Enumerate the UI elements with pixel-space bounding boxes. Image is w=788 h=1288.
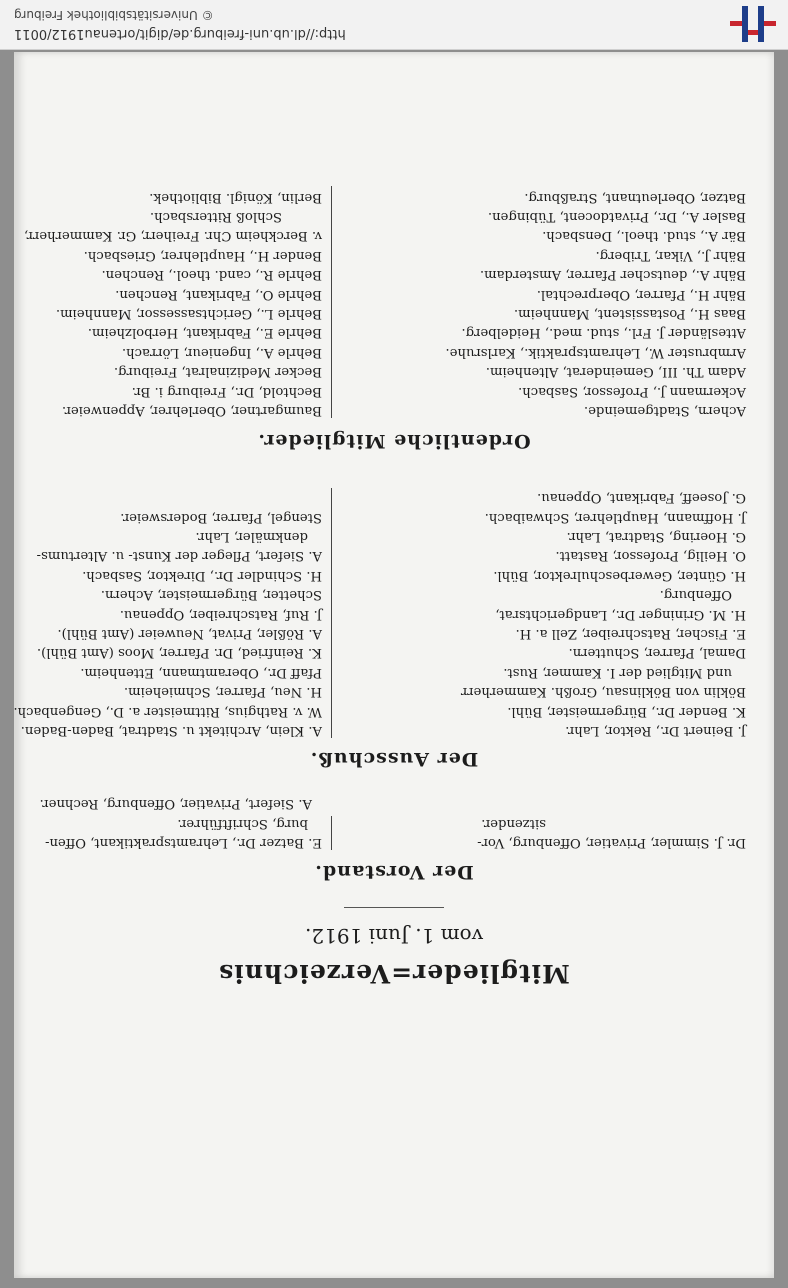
ausschuss-left-line: J. Hoffmann, Hauptlehrer, Schwaibach.	[484, 509, 746, 525]
mitglieder-right-line: Berlin, Königl. Bibliothek.	[149, 189, 322, 205]
mitglieder-left-line: Bähr H., Pfarrer, Oberprechtal.	[536, 286, 746, 302]
mitglieder-left-line: Armbruster W., Lehramtspraktik., Karlsruhe.	[445, 344, 746, 360]
document-page	[14, 52, 774, 1278]
mitglieder-right-line: Behrle R., cand. theol., Renchen.	[101, 267, 322, 283]
ausschuss-right-line: denkmäler, Lahr.	[195, 528, 308, 544]
ausschuss-column-divider	[331, 488, 332, 738]
mitglieder-right-line: v. Berckheim Chr. Freiherr, Gr. Kammerherr,	[23, 228, 322, 244]
ausschuss-left-line: Offenburg.	[659, 587, 732, 603]
mitglieder-right-line: Behrle E., Fabrikant, Herbolzheim.	[87, 325, 322, 341]
mitglieder-left-line: Bähr J., Vikar, Triberg.	[595, 247, 746, 263]
ausschuss-left-column	[461, 488, 746, 740]
vorstand-left-column	[477, 813, 746, 852]
copyright-notice: © Universitätsbibliothek Freiburg	[14, 8, 214, 22]
ausschuss-right-line: A. Klein, Architekt u. Stadtrat, Baden-Baden.	[20, 723, 322, 738]
ausschuss-left-line: O. Heilig, Professor, Rastatt.	[555, 548, 746, 564]
ausschuss-left-line: H. Günter, Gewerbeschulrektor, Bühl.	[493, 567, 746, 583]
ausschuss-right-line: W. v. Rathgius, Rittmeister a. D., Gengenbach.	[13, 703, 322, 719]
vorstand-left-line: sitzender.	[481, 815, 546, 831]
mitglieder-left-line: Attesländer J. Frl., stud. med., Heidelberg.	[461, 325, 746, 341]
ausschuss-left-line: E. Fischer, Ratschreiber, Zell a. H.	[515, 625, 746, 641]
mitglieder-left-line: Ackermann J., Professor, Sasbach.	[518, 383, 746, 399]
mitglieder-left-column	[445, 187, 746, 420]
ausschuss-right-line: Schetter, Bürgermeister, Achern.	[100, 587, 322, 603]
ausschuss-left-line: Böklin von Böklinsau, Großh. Kammerherr	[460, 684, 746, 700]
source-url[interactable]: http://dl.ub.uni-freiburg.de/digit/ortenau1912/0011	[14, 26, 346, 41]
mitglieder-left-line: Baas H., Postassistent, Mannheim.	[513, 305, 746, 321]
title-divider	[344, 907, 444, 908]
mitglieder-left-line: Basler A., Dr., Privatdocent, Tübingen.	[487, 208, 746, 224]
ausschuss-right-line: J. Ruf, Ratschreiber, Oppenau.	[119, 606, 322, 622]
mitglieder-left-line: Bär A., stud. theol., Densbach.	[542, 228, 746, 244]
ausschuss-right-column	[13, 507, 322, 740]
vorstand-right-line: A. Siefert, Privatier, Offenburg, Rechner.	[39, 796, 312, 812]
viewer-header	[0, 0, 788, 50]
ausschuss-heading: Der Ausschuß.	[309, 748, 479, 770]
ausschuss-left-line: H. M. Grininger Dr., Landgerichtsrat,	[495, 606, 746, 622]
mitglieder-right-line: Behrle A., Ingenieur, Lörrach.	[121, 344, 322, 360]
vorstand-left-line: Dr. J. Simmler, Privatier, Offenburg, Vor-	[477, 835, 746, 850]
ausschuss-left-line: und Mitglied der I. Kammer, Rust.	[503, 664, 732, 680]
ausschuss-left-line: K. Bender Dr., Bürgermeister, Bühl.	[507, 703, 746, 719]
mitglieder-left-line: Adam Th. III, Gemeinderat, Altenheim.	[485, 364, 746, 380]
ausschuss-left-line: G. Hoering, Stadtrat, Lahr.	[566, 528, 746, 544]
ausschuss-right-line: A. Rößler, Privat, Neuweier (Amt Bühl).	[57, 625, 322, 641]
mitglieder-right-line: Bender H., Hauptlehrer, Griesbach.	[83, 247, 322, 263]
university-logo[interactable]	[716, 6, 776, 42]
mitglieder-heading: Ordentliche Mitglieder.	[257, 430, 531, 452]
ausschuss-right-line: Stengel, Pfarrer, Bodersweier.	[120, 509, 322, 525]
mitglieder-left-line: Batzer, Oberleutnant, Straßburg.	[524, 189, 746, 205]
mitglieder-left-line: Bähr A., deutscher Pfarrer, Amsterdam.	[479, 267, 746, 283]
ausschuss-left-line: G. Joseeff, Fabrikant, Oppenau.	[537, 490, 746, 506]
ausschuss-left-line: Damal, Pfarrer, Schuttern.	[568, 645, 746, 661]
vorstand-heading: Der Vorstand.	[314, 861, 474, 883]
ausschuss-right-line: A. Siefert, Pfleger der Kunst- u. Altertums-	[36, 548, 322, 564]
ausschuss-right-line: H. Schindler Dr., Direktor, Sasbach.	[82, 567, 322, 583]
mitglieder-right-line: Becker Medizinalrat, Freiburg.	[113, 364, 322, 380]
vorstand-right-line: burg, Schriftführer.	[177, 815, 308, 831]
mitglieder-right-line: Schloß Rittersbach.	[149, 208, 282, 224]
mitglieder-column-divider	[331, 186, 332, 418]
document-title: Mitglieder=Verzeichnis	[218, 959, 570, 988]
ausschuss-right-line: H. Neu, Pfarrer, Schmieheim.	[123, 684, 322, 700]
mitglieder-right-line: Baumgartner, Oberlehrer, Appenweier.	[61, 403, 322, 418]
ausschuss-left-line: J. Beinert Dr., Rektor, Lahr.	[565, 723, 746, 738]
vorstand-right-line: E. Batzer Dr., Lehramtspraktikant, Offen-	[45, 835, 322, 850]
vorstand-column-divider	[331, 816, 332, 850]
mitglieder-left-line: Achern, Stadtgemeinde.	[583, 403, 746, 418]
vorstand-right-column	[40, 794, 322, 852]
mitglieder-right-line: Behrle O., Fabrikant, Renchen.	[115, 286, 322, 302]
mitglieder-right-line: Behrle L., Gerichtsassessor, Mannheim.	[55, 305, 322, 321]
document-subtitle: vom 1. Juni 1912.	[305, 924, 483, 948]
ausschuss-right-line: Pfaff Dr., Oberamtmann, Ettenheim.	[80, 664, 322, 680]
mitglieder-right-line: Bechtold, Dr., Freiburg i. Br.	[131, 383, 322, 399]
ausschuss-right-line: K. Reinfried, Dr. Pfarrer, Moos (Amt Bühl).	[36, 645, 322, 661]
mitglieder-right-column	[24, 187, 322, 420]
